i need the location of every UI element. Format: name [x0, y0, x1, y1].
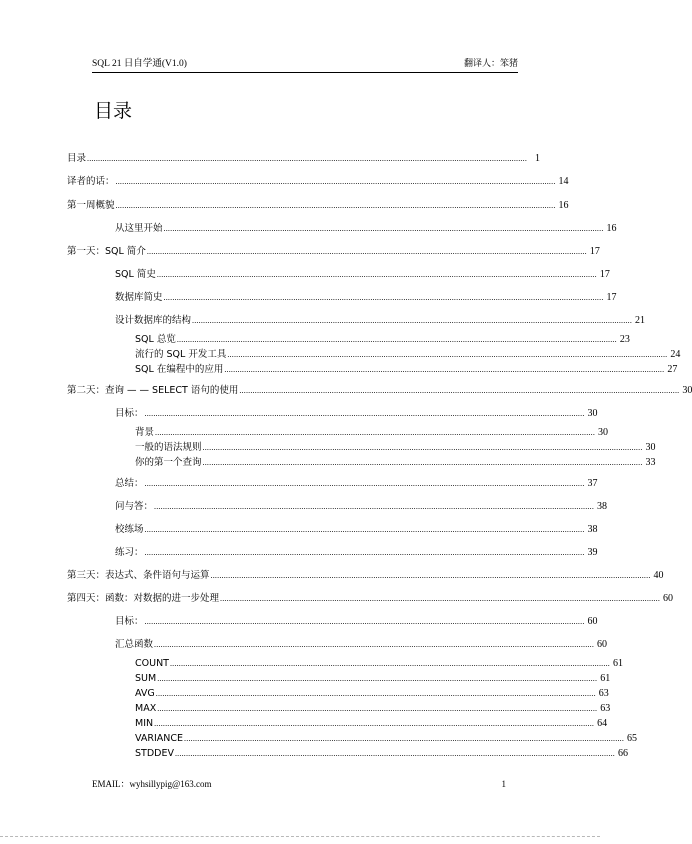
- toc-entry-page: 17: [589, 246, 600, 257]
- toc-entry-page: 60: [597, 639, 608, 650]
- toc-leader-dots: ........................................................................................................................................................................................................: [174, 749, 615, 758]
- toc-entry[interactable]: [115, 615, 598, 629]
- toc-entry[interactable]: [115, 314, 646, 328]
- toc-entry[interactable]: [135, 702, 611, 716]
- toc-leader-dots: ........................................................................................................................................................................................................: [184, 734, 625, 743]
- toc-leader-dots: ........................................................................................................................................................................................................: [144, 548, 585, 557]
- header-translator: 翻译人：笨猪: [463, 59, 518, 69]
- toc-entry-page: 30: [598, 427, 609, 438]
- toc-entry-label: SQL 简史: [115, 269, 156, 280]
- toc-leader-dots: ........................................................................................................................................................................................................: [115, 177, 556, 186]
- toc-entry-label: 第一天：SQL 简介: [67, 246, 146, 257]
- footer-page-number: 1: [501, 779, 506, 789]
- toc-entry-label: 总结：: [115, 478, 144, 489]
- toc-entry-label: SQL 在编程中的应用: [135, 364, 224, 375]
- toc-leader-dots: ........................................................................................................................................................................................................: [176, 335, 617, 344]
- toc-leader-dots: ........................................................................................................................................................................................................: [156, 270, 597, 279]
- toc-leader-dots: ........................................................................................................................................................................................................: [157, 674, 598, 683]
- toc-entry-label: 问与答：: [115, 501, 154, 512]
- toc-entry-page: 60: [587, 616, 598, 627]
- toc-entry-page: 21: [635, 315, 646, 326]
- toc-entry-label: 数据库简史: [115, 292, 163, 303]
- toc-entry[interactable]: [135, 732, 638, 746]
- toc-leader-dots: ........................................................................................................................................................................................................: [163, 293, 604, 302]
- page-boundary: [0, 836, 600, 837]
- toc-entry[interactable]: [115, 638, 608, 652]
- toc-entry[interactable]: [135, 747, 628, 761]
- toc-entry-page: 27: [667, 364, 678, 375]
- toc-entry-page: 38: [597, 501, 608, 512]
- toc-entry-label: 一般的语法规则: [135, 442, 202, 453]
- toc-entry-label: 译者的话：: [67, 176, 115, 187]
- toc-entry[interactable]: [115, 500, 608, 514]
- toc-entry-page: 17: [606, 292, 617, 303]
- toc-leader-dots: ........................................................................................................................................................................................................: [239, 386, 680, 395]
- toc-title: 目录: [94, 100, 133, 122]
- toc-entry[interactable]: [135, 687, 609, 701]
- toc-entry-label: 目录: [67, 153, 87, 164]
- toc-entry-label: 设计数据库的结构: [115, 315, 192, 326]
- toc-leader-dots: ........................................................................................................................................................................................................: [224, 365, 665, 374]
- toc-entry-label: COUNT: [135, 658, 169, 669]
- toc-entry[interactable]: [135, 456, 656, 470]
- toc-entry-label: MAX: [135, 703, 157, 714]
- toc-entry[interactable]: [67, 569, 664, 583]
- footer-email: EMAIL：wyhsillypig@163.com: [92, 779, 212, 789]
- toc-entry-page: 61: [600, 673, 611, 684]
- toc-entry-label: 你的第一个查询: [135, 457, 202, 468]
- toc-entry-page: 23: [619, 334, 630, 345]
- toc-entry-label: 第四天：函数：对数据的进一步处理: [67, 593, 220, 604]
- toc-leader-dots: ........................................................................................................................................................................................................: [210, 571, 651, 580]
- toc-entry[interactable]: [67, 592, 674, 606]
- toc-entry-page: 33: [645, 457, 656, 468]
- toc-entry[interactable]: [115, 546, 598, 560]
- toc-leader-dots: ........................................................................................................................................................................................................: [155, 428, 596, 437]
- toc-leader-dots: ........................................................................................................................................................................................................: [157, 704, 598, 713]
- toc-entry-label: MIN: [135, 718, 154, 729]
- toc-entry-page: 30: [587, 408, 598, 419]
- toc-entry[interactable]: [115, 222, 617, 236]
- toc-leader-dots: ........................................................................................................................................................................................................: [115, 201, 556, 210]
- toc-entry-page: 63: [600, 703, 611, 714]
- toc-entry-page: 61: [612, 658, 623, 669]
- toc-leader-dots: ........................................................................................................................................................................................................: [220, 594, 661, 603]
- toc-leader-dots: ........................................................................................................................................................................................................: [87, 154, 528, 163]
- toc-leader-dots: ........................................................................................................................................................................................................: [227, 350, 668, 359]
- toc-entry-page: 60: [663, 593, 674, 604]
- toc-entry-page: 38: [587, 524, 598, 535]
- toc-leader-dots: ........................................................................................................................................................................................................: [146, 247, 587, 256]
- toc-entry[interactable]: [135, 426, 609, 440]
- toc-entry-label: 第二天：查询 — — SELECT 语句的使用: [67, 385, 239, 396]
- toc-entry-label: 从这里开始: [115, 223, 163, 234]
- toc-entry[interactable]: [67, 152, 541, 166]
- toc-leader-dots: ........................................................................................................................................................................................................: [144, 525, 585, 534]
- toc-leader-dots: ........................................................................................................................................................................................................: [154, 502, 595, 511]
- toc-entry-label: 目标：: [115, 616, 144, 627]
- toc-entry[interactable]: [135, 348, 681, 362]
- toc-entry-page: 66: [617, 748, 628, 759]
- toc-entry[interactable]: [115, 407, 598, 421]
- toc-entry-page: 16: [606, 223, 617, 234]
- toc-entry[interactable]: [67, 245, 600, 259]
- toc-leader-dots: ........................................................................................................................................................................................................: [155, 689, 596, 698]
- toc-entry-page: 16: [558, 200, 569, 211]
- toc-leader-dots: ........................................................................................................................................................................................................: [154, 719, 595, 728]
- toc-entry-label: STDDEV: [135, 748, 174, 759]
- toc-leader-dots: ........................................................................................................................................................................................................: [144, 479, 585, 488]
- toc-entry[interactable]: [135, 441, 656, 455]
- toc-entry-label: 流行的 SQL 开发工具: [135, 349, 227, 360]
- toc-entry[interactable]: [135, 672, 611, 686]
- toc-entry[interactable]: [67, 175, 569, 189]
- toc-leader-dots: ........................................................................................................................................................................................................: [202, 443, 643, 452]
- toc-entry[interactable]: [115, 291, 617, 305]
- toc-leader-dots: ........................................................................................................................................................................................................: [144, 617, 585, 626]
- toc-entry[interactable]: [67, 384, 692, 398]
- toc-leader-dots: ........................................................................................................................................................................................................: [202, 458, 643, 467]
- toc-entry-page: 37: [587, 478, 598, 489]
- toc-entry-label: VARIANCE: [135, 733, 184, 744]
- toc-entry-label: 目标：: [115, 408, 144, 419]
- toc-entry-label: 第三天：表达式、条件语句与运算: [67, 570, 210, 581]
- toc-entry-label: SUM: [135, 673, 157, 684]
- toc-entry-page: 1: [535, 153, 541, 164]
- toc-entry-label: 背景: [135, 427, 155, 438]
- toc-entry[interactable]: [115, 268, 610, 282]
- toc-leader-dots: ........................................................................................................................................................................................................: [154, 640, 595, 649]
- toc-leader-dots: ........................................................................................................................................................................................................: [169, 659, 610, 668]
- toc-entry[interactable]: [135, 333, 630, 347]
- toc-entry-label: 校练场: [115, 524, 144, 535]
- toc-entry-page: 39: [587, 547, 598, 558]
- toc-entry-label: AVG: [135, 688, 155, 699]
- toc-entry-label: 练习：: [115, 547, 144, 558]
- toc-entry-page: 30: [645, 442, 656, 453]
- toc-leader-dots: ........................................................................................................................................................................................................: [163, 224, 604, 233]
- toc-entry-page: 40: [653, 570, 664, 581]
- toc-leader-dots: ........................................................................................................................................................................................................: [144, 409, 585, 418]
- header-book-title: SQL 21 日自学通(V1.0): [92, 59, 187, 69]
- toc-entry-label: 汇总函数: [115, 639, 154, 650]
- toc-entry-page: 64: [597, 718, 608, 729]
- toc-entry-page: 24: [670, 349, 681, 360]
- toc-entry-label: SQL 总览: [135, 334, 176, 345]
- toc-entry-page: 30: [682, 385, 692, 396]
- toc-entry-label: 第一周概貌: [67, 200, 115, 211]
- toc-entry-page: 14: [558, 176, 569, 187]
- toc-entry[interactable]: [115, 523, 598, 537]
- toc-entry-page: 17: [599, 269, 610, 280]
- toc-entry-page: 65: [627, 733, 638, 744]
- toc-entry[interactable]: [135, 717, 608, 731]
- toc-entry[interactable]: [67, 199, 569, 213]
- toc-entry-page: 63: [598, 688, 609, 699]
- toc-leader-dots: ........................................................................................................................................................................................................: [192, 316, 633, 325]
- toc-entry[interactable]: [135, 363, 678, 377]
- toc-entry[interactable]: [115, 477, 598, 491]
- toc-entry[interactable]: [135, 657, 623, 671]
